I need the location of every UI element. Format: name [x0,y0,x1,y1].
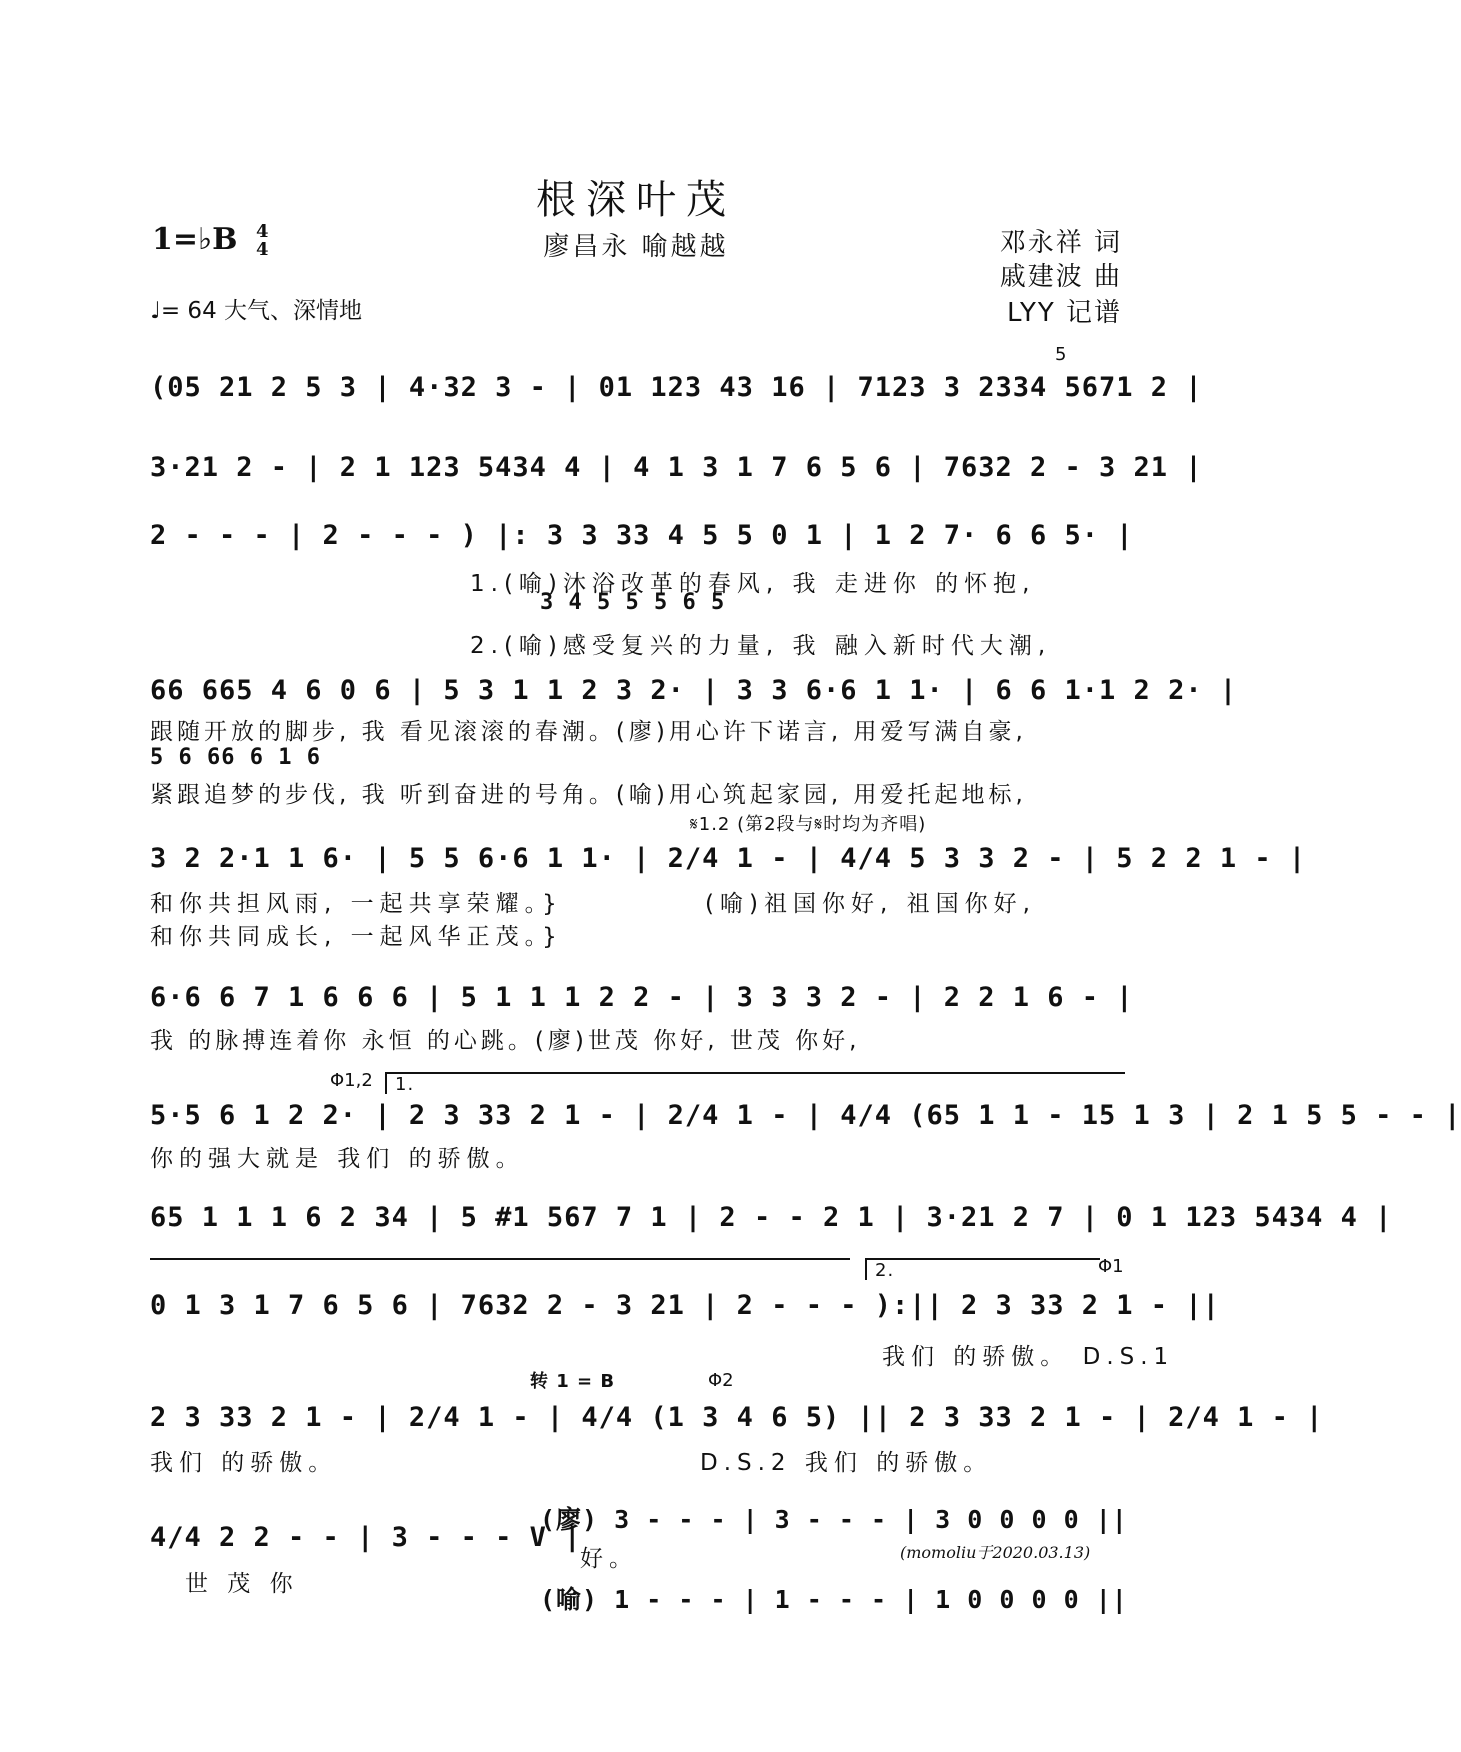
notation-row-3: 2 - - - | 2 - - - ) |: 3 3 33 4 5 5 0 1 | 1 2 7· 6 6 5· | [150,520,1134,551]
transcriber: LYY 记谱 [1006,298,1122,328]
volta-1-label: 1. [395,1074,415,1095]
notation-row-1: (05 21 2 5 3 | 4·32 3 - | 01 123 43 16 | 7123 3 2334 5671 2 | [150,372,1203,403]
coda-1-2: Φ1,2 [330,1070,373,1091]
lyric-line-4: 你的强大就是 我们 的骄傲。 [150,1146,525,1172]
notation-row-4: 66 665 4 6 0 6 | 5 3 1 1 2 3 2· | 3 3 6·6 1 1· | 6 6 1·1 2 2· | [150,675,1238,706]
volta-bracket-2-left [865,1258,867,1280]
notation-row-11: 4/4 2 2 - - | 3 - - - V | [150,1522,582,1553]
chorus-line-3: 我 的脉搏连着你 永恒 的心跳。(廖)世茂 你好, 世茂 你好, [150,1028,861,1054]
lyric-verse2-a: 2.(喻)感受复兴的力量, 我 融入新时代大潮, [470,633,1052,659]
key-signature [152,222,269,259]
alt-notes-1: 3 4 5 5 5 6 5 [540,590,726,615]
notation-row-9: 0 1 3 1 7 6 5 6 | 7632 2 - 3 21 | 2 - - - ):|| 2 3 33 2 1 - || [150,1290,1220,1321]
chorus-line-1: 和你共担风雨, 一起共享荣耀。} [150,891,563,917]
notation-row-8: 65 1 1 1 6 2 34 | 5 #1 567 7 1 | 2 - - 2 1 | 3·21 2 7 | 0 1 123 5434 4 | [150,1202,1393,1233]
notation-row-12-lower: (喻) 1 - - - | 1 - - - | 1 0 0 0 0 || [540,1585,1128,1614]
transcriber-signature: (momoliu于2020.03.13) [900,1543,1091,1562]
song-title: 根深叶茂 [536,177,736,223]
modulation: 转 1 = B [530,1371,616,1392]
alt-notes-2: 5 6 66 6 1 6 [150,745,321,770]
volta-bracket-1-left [385,1072,387,1094]
notation-row-12-upper: (廖) 3 - - - | 3 - - - | 3 0 0 0 0 || [540,1505,1128,1534]
volta-bracket-2 [865,1258,1100,1260]
tempo-marking: ♩= 64 大气、深情地 [150,298,363,324]
lyric-line-5: 我们 的骄傲。 D.S.1 [882,1344,1175,1370]
coda-2: Φ2 [708,1370,734,1391]
notation-row-10: 2 3 33 2 1 - | 2/4 1 - | 4/4 (1 3 4 6 5) || 2 3 33 2 1 - | 2/4 1 - | [150,1402,1324,1433]
volta-bracket-1 [385,1072,1125,1074]
time-signature [256,223,269,259]
segno-note: 𝄋1.2 (第2段与𝄋时均为齐唱) [690,814,927,835]
lyric-verse1-a: 1.(喻)沐浴改革的春风, 我 走进你 的怀抱, [470,571,1036,597]
lyric-line-7: 世 茂 你 [185,1571,299,1597]
chorus-line-1b: (喻)祖国你好, 祖国你好, [705,891,1036,917]
lyric-verse1-b: 跟随开放的脚步, 我 看见滚滚的春潮。(廖)用心许下诺言, 用爱写满自豪, [150,719,1027,745]
lyricist: 邓永祥 词 [999,228,1122,258]
composer: 戚建波 曲 [999,262,1122,292]
lyric-verse2-b: 紧跟追梦的步伐, 我 听到奋进的号角。(喻)用心筑起家园, 用爱托起地标, [150,782,1027,808]
notation-row-2: 3·21 2 - | 2 1 123 5434 4 | 4 1 3 1 7 6 5 6 | 7632 2 - 3 21 | [150,452,1203,483]
coda-1: Φ1 [1098,1256,1124,1277]
singers: 廖昌永 喻越越 [543,232,729,262]
time-denominator: 4 [255,239,269,260]
lyric-line-6b: D.S.2 我们 的骄傲。 [700,1450,993,1476]
time-numerator: 4 [255,221,269,242]
volta-2-label: 2. [875,1260,895,1281]
volta-bracket-1-cont [150,1258,850,1260]
notation-row-5: 3 2 2·1 1 6· | 5 5 6·6 1 1· | 2/4 1 - | 4/4 5 3 3 2 - | 5 2 2 1 - | [150,843,1307,874]
notation-row-7: 5·5 6 1 2 2· | 2 3 33 2 1 - | 2/4 1 - | 4/4 (65 1 1 - 15 1 3 | 2 1 5 5 - - | [150,1100,1461,1131]
notation-row-6: 6·6 6 7 1 6 6 6 | 5 1 1 1 2 2 - | 3 3 3 2 - | 2 2 1 6 - | [150,982,1134,1013]
chorus-line-2: 和你共同成长, 一起风华正茂。} [150,924,563,950]
key-label: 1=♭B [152,222,238,257]
tuplet-mark: 5 [1055,344,1067,365]
lyric-line-6: 我们 的骄傲。 [150,1450,338,1476]
lyric-line-7b: 好。 [580,1546,638,1572]
